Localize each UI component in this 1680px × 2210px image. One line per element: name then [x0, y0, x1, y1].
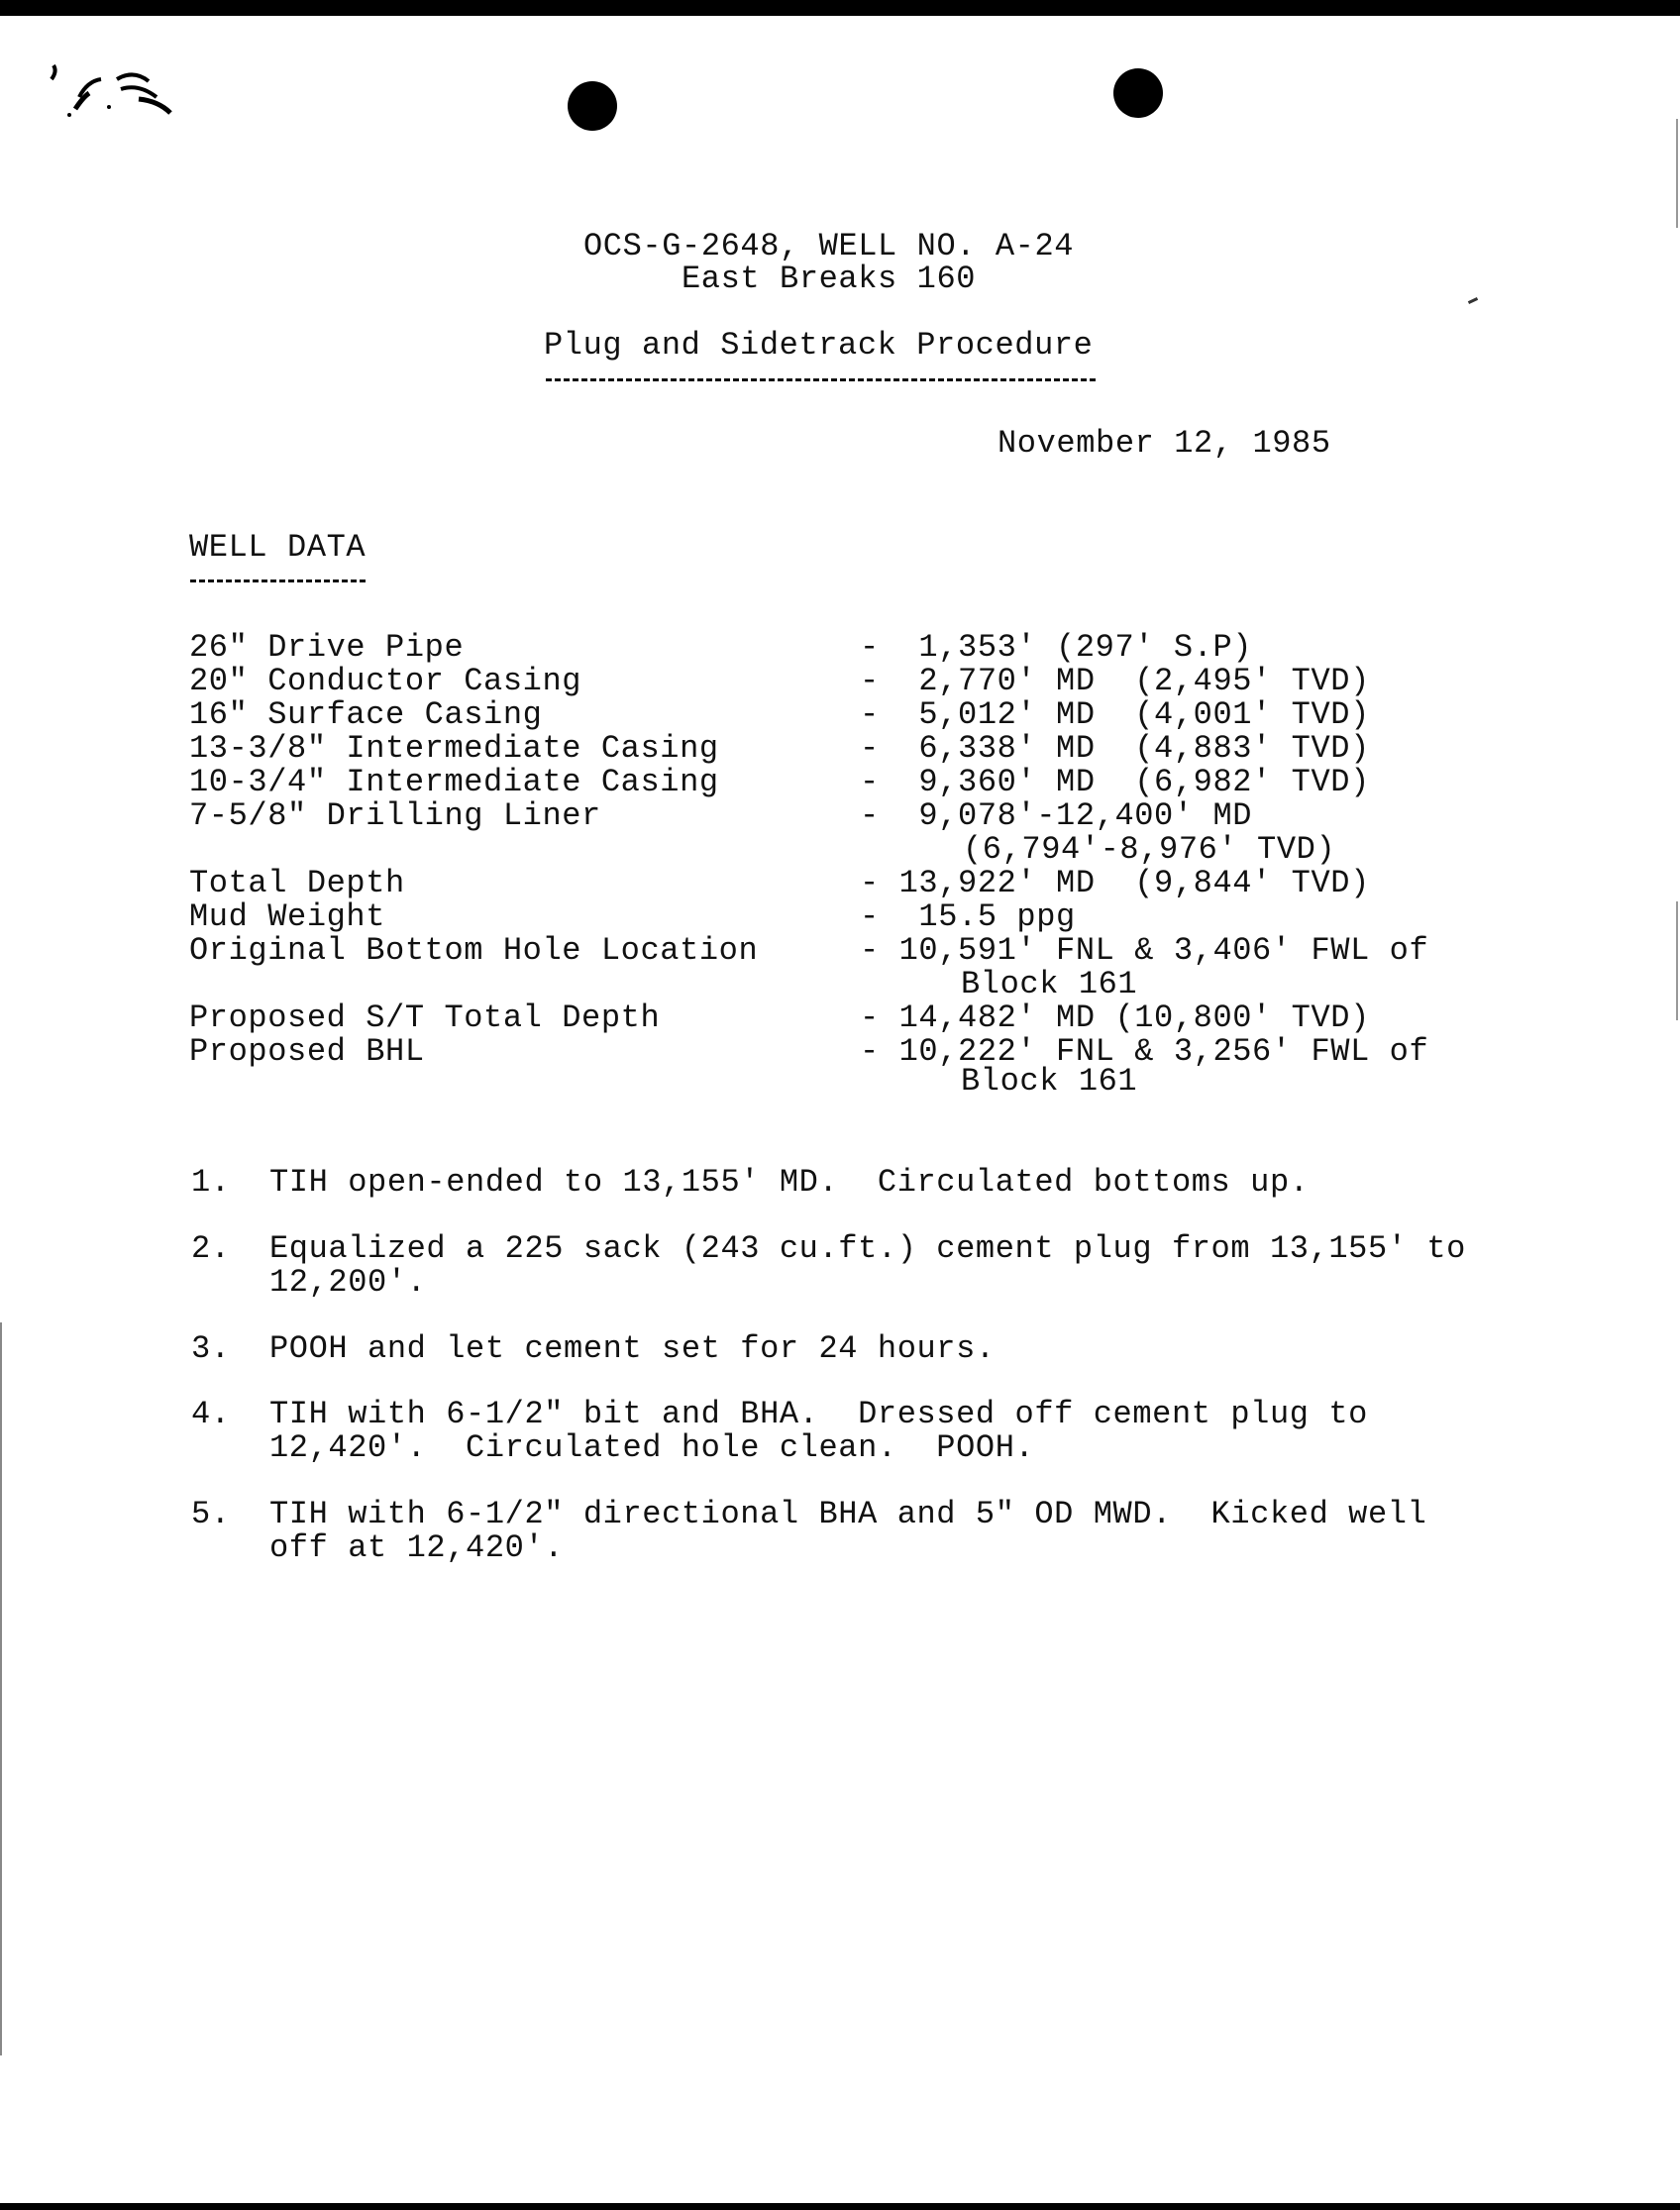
document-title: OCS-G-2648, WELL NO. A-24 [583, 228, 1075, 264]
well-data-label: 13-3/8" Intermediate Casing [189, 730, 719, 767]
well-data-value: - 10,222' FNL & 3,256' FWL of [860, 1033, 1429, 1070]
well-data-heading: WELL DATA [189, 529, 367, 566]
well-data-label: 7-5/8" Drilling Liner [189, 797, 601, 834]
document-date: November 12, 1985 [998, 425, 1331, 462]
well-data-value: - 1,353' (297' S.P) [860, 629, 1253, 666]
step-text: 12,200'. [269, 1264, 427, 1301]
step-text: 12,420'. Circulated hole clean. POOH. [269, 1429, 1035, 1466]
well-data-value-continued: Block 161 [961, 1063, 1138, 1100]
bottom-scan-border [0, 2203, 1680, 2210]
well-data-value: - 9,360' MD (6,982' TVD) [860, 764, 1370, 800]
well-data-label: 10-3/4" Intermediate Casing [189, 764, 719, 800]
step-number: 2. [191, 1230, 231, 1267]
procedure-title-underline [546, 378, 1096, 381]
step-text: Equalized a 225 sack (243 cu.ft.) cement plug from 13,155' to [269, 1230, 1466, 1267]
left-edge-mark [0, 1322, 2, 2055]
well-data-value: - 15.5 ppg [860, 898, 1076, 935]
step-text: off at 12,420'. [269, 1529, 565, 1566]
well-data-value: - 6,338' MD (4,883' TVD) [860, 730, 1370, 767]
punch-hole-left [568, 81, 617, 131]
procedure-title: Plug and Sidetrack Procedure [544, 327, 1094, 364]
well-data-value: - 10,591' FNL & 3,406' FWL of [860, 932, 1429, 969]
step-number: 3. [191, 1330, 231, 1367]
step-number: 4. [191, 1396, 231, 1432]
top-scan-border [0, 0, 1680, 16]
well-data-label: 16" Surface Casing [189, 696, 543, 733]
step-text: TIH with 6-1/2" bit and BHA. Dressed off cement plug to [269, 1396, 1368, 1432]
scan-smudge-mark [40, 57, 178, 127]
well-data-label: Proposed S/T Total Depth [189, 1000, 661, 1036]
step-number: 5. [191, 1496, 231, 1532]
well-data-label: 20" Conductor Casing [189, 663, 582, 699]
well-data-value: - 5,012' MD (4,001' TVD) [860, 696, 1370, 733]
step-text: POOH and let cement set for 24 hours. [269, 1330, 996, 1367]
well-data-value: - 2,770' MD (2,495' TVD) [860, 663, 1370, 699]
well-data-label: 26" Drive Pipe [189, 629, 465, 666]
well-data-label: Original Bottom Hole Location [189, 932, 759, 969]
well-data-label: Mud Weight [189, 898, 386, 935]
right-edge-mark-2 [1676, 901, 1678, 1020]
punch-hole-right [1113, 68, 1163, 118]
well-data-value: - 9,078'-12,400' MD [860, 797, 1253, 834]
well-data-value: - 13,922' MD (9,844' TVD) [860, 865, 1370, 901]
step-text: TIH with 6-1/2" directional BHA and 5" OD MWD. Kicked well [269, 1496, 1427, 1532]
well-data-value: - 14,482' MD (10,800' TVD) [860, 1000, 1370, 1036]
well-data-underline [190, 579, 366, 582]
step-number: 1. [191, 1164, 231, 1201]
stray-mark [1468, 297, 1478, 304]
document-subtitle: East Breaks 160 [682, 261, 977, 297]
well-data-label: Total Depth [189, 865, 405, 901]
well-data-value-continued: Block 161 [961, 966, 1138, 1002]
well-data-value-continued: (6,794'-8,976' TVD) [963, 831, 1336, 868]
well-data-label: Proposed BHL [189, 1033, 425, 1070]
step-text: TIH open-ended to 13,155' MD. Circulated bottoms up. [269, 1164, 1310, 1201]
right-edge-mark [1676, 119, 1678, 228]
